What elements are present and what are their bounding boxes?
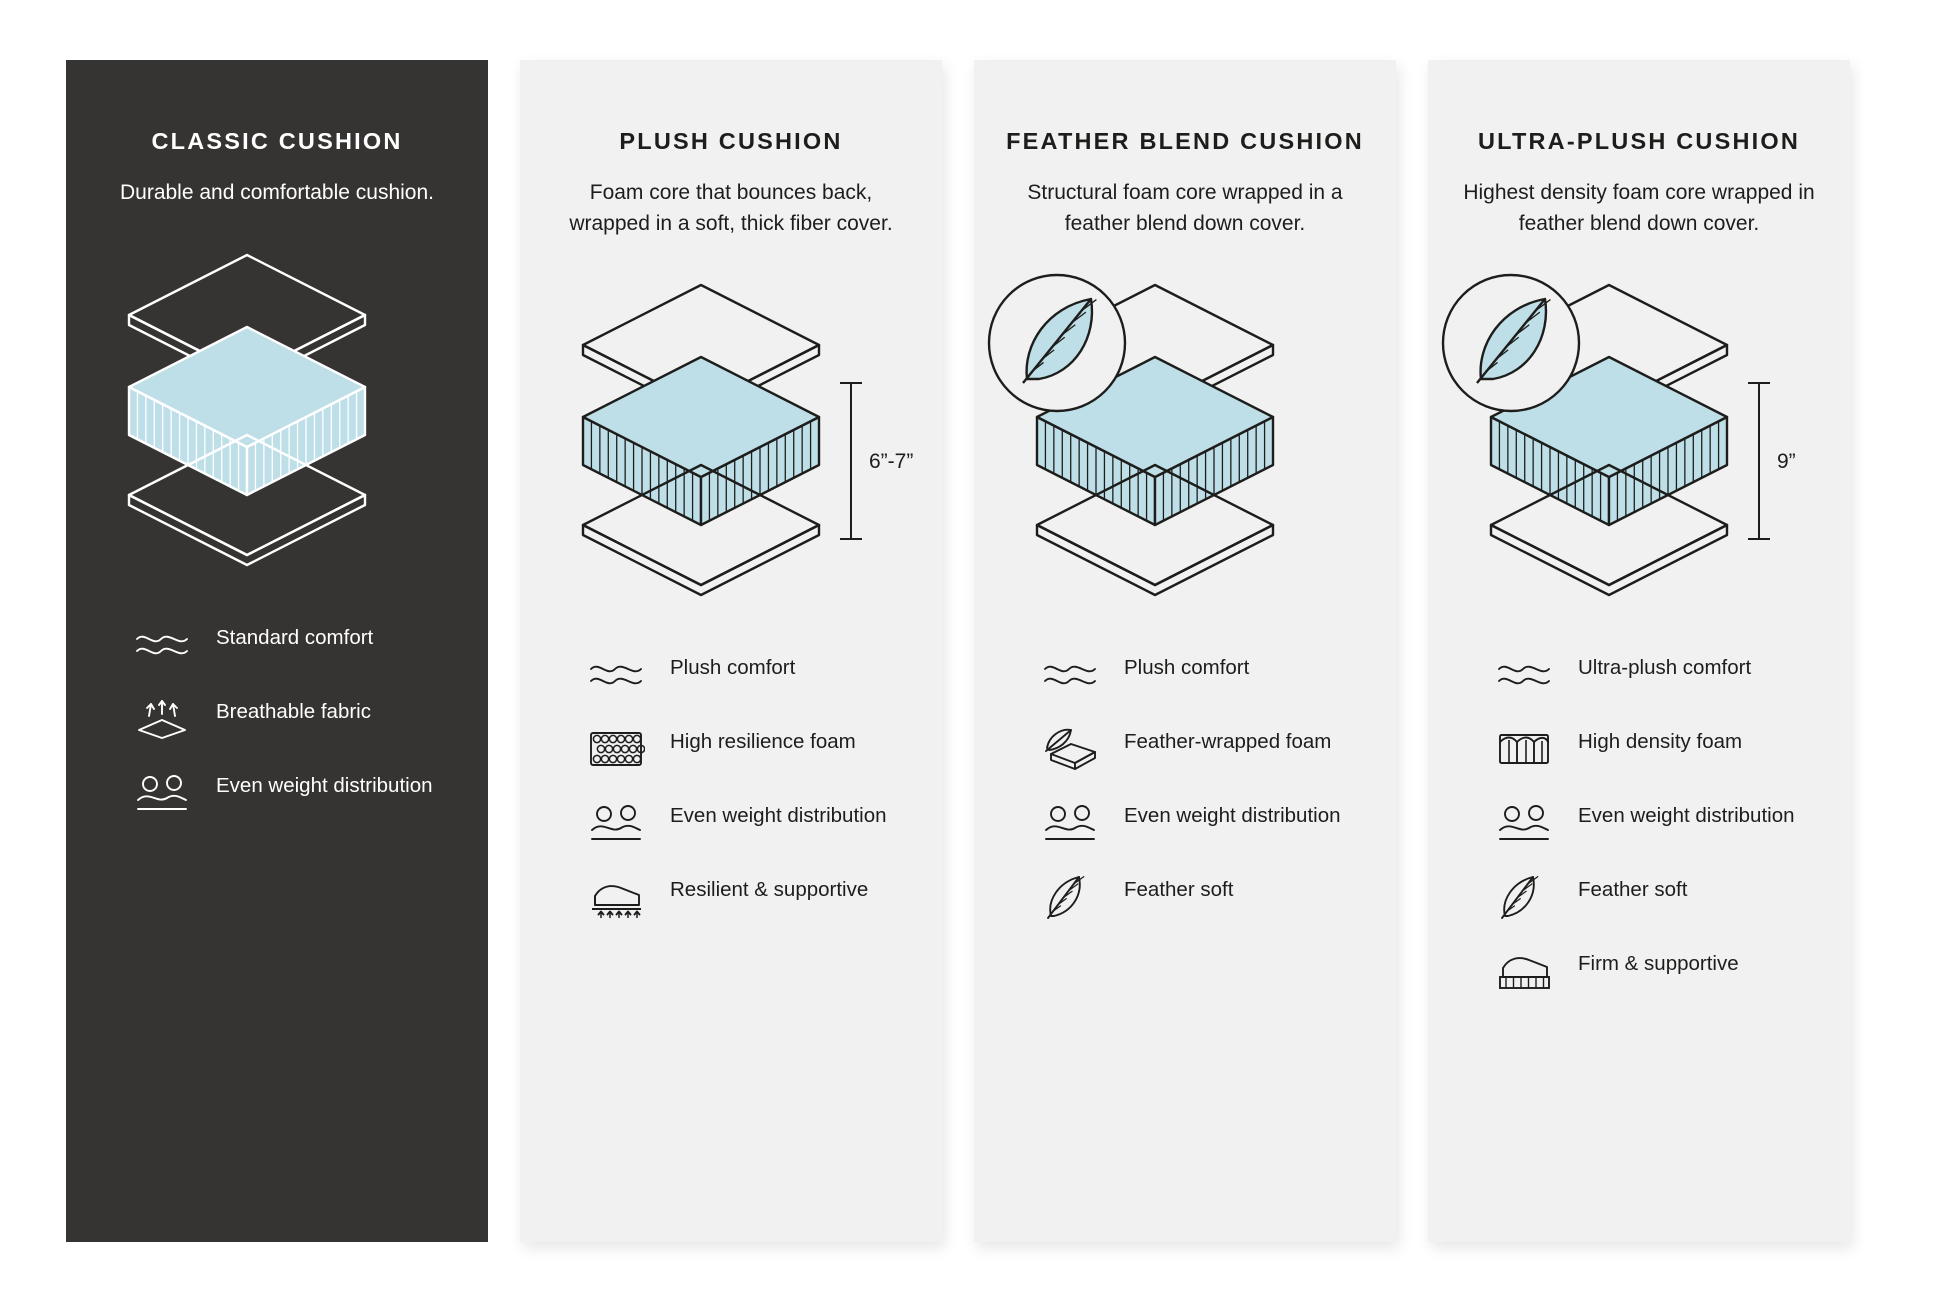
feature-item	[1038, 873, 1366, 921]
feature-label: Ultra-plush comfort	[1578, 655, 1752, 679]
feature-label: Even weight distribution	[1578, 803, 1795, 827]
cushion-card	[1428, 60, 1850, 1242]
high-density-foam-icon	[1495, 726, 1553, 772]
even-weight-distribution-icon	[1041, 800, 1099, 846]
feather-icon	[1041, 874, 1099, 920]
feature-label: High resilience foam	[670, 729, 856, 753]
feature-list	[550, 651, 912, 947]
feature-item	[1492, 873, 1820, 921]
feature-label: Feather soft	[1124, 877, 1234, 901]
feature-label: Plush comfort	[670, 655, 796, 679]
wave-lines-icon	[1038, 651, 1102, 699]
feather-wrapped-foam-icon	[1041, 726, 1099, 772]
diagram-container	[96, 235, 458, 595]
diagram-container	[550, 265, 912, 625]
wave-lines-icon	[1492, 651, 1556, 699]
feature-item	[584, 873, 912, 921]
even-weight-distribution-icon	[133, 770, 191, 816]
foam-core-layer	[583, 357, 819, 525]
height-dimension	[840, 383, 913, 539]
card-description: Highest density foam core wrapped in feather blend down cover.	[1463, 181, 1815, 235]
feature-label: Even weight distribution	[670, 803, 887, 827]
card-description: Foam core that bounces back, wrapped in a soft, thick fiber cover.	[569, 181, 893, 235]
feature-label: Resilient & supportive	[670, 877, 869, 901]
cushion-exploded-diagram	[1005, 275, 1365, 615]
feature-item	[1492, 947, 1820, 995]
feature-label: Standard comfort	[216, 625, 374, 649]
feature-item	[130, 769, 458, 817]
resilient-support-icon	[584, 873, 648, 921]
honeycomb-foam-icon	[584, 725, 648, 773]
breathable-fabric-icon	[133, 696, 191, 742]
feather-icon	[1492, 873, 1556, 921]
cushion-card	[974, 60, 1396, 1242]
even-weight-distribution-icon	[587, 800, 645, 846]
feature-item	[1492, 725, 1820, 773]
card-description: Structural foam core wrapped in a feather blend down cover.	[1027, 181, 1343, 235]
feature-list	[1458, 651, 1820, 1021]
resilient-support-icon	[587, 874, 645, 920]
dimension-label: 6”-7”	[869, 449, 914, 473]
wave-lines-icon	[587, 652, 645, 698]
feature-label: Even weight distribution	[216, 773, 433, 797]
wave-lines-icon	[1495, 652, 1553, 698]
feature-label: Feather soft	[1578, 877, 1688, 901]
cushion-exploded-diagram	[97, 245, 457, 585]
honeycomb-foam-icon	[587, 726, 645, 772]
feature-item	[1492, 651, 1820, 699]
feature-label: Breathable fabric	[216, 699, 371, 723]
wave-lines-icon	[130, 621, 194, 669]
even-weight-distribution-icon	[584, 799, 648, 847]
feature-label: Even weight distribution	[1124, 803, 1341, 827]
cushion-exploded-diagram	[1459, 275, 1819, 615]
even-weight-distribution-icon	[1038, 799, 1102, 847]
wave-lines-icon	[1041, 652, 1099, 698]
even-weight-distribution-icon	[1495, 800, 1553, 846]
firm-support-icon	[1492, 947, 1556, 995]
diagram-container	[1004, 265, 1366, 625]
feature-item	[584, 725, 912, 773]
feature-label: Firm & supportive	[1578, 951, 1739, 975]
feature-item	[130, 621, 458, 669]
diagram-container	[1458, 265, 1820, 625]
feature-label: Plush comfort	[1124, 655, 1250, 679]
feather-icon	[1038, 873, 1102, 921]
foam-core-layer	[129, 327, 365, 495]
feature-item	[1038, 799, 1366, 847]
even-weight-distribution-icon	[1492, 799, 1556, 847]
cushion-exploded-diagram	[551, 275, 914, 615]
feature-label: Feather-wrapped foam	[1124, 729, 1332, 753]
card-title: PLUSH CUSHION	[619, 128, 843, 154]
card-title: FEATHER BLEND CUSHION	[1006, 128, 1364, 154]
high-density-foam-icon	[1492, 725, 1556, 773]
feather-wrapped-foam-icon	[1038, 725, 1102, 773]
firm-support-icon	[1495, 948, 1553, 994]
feature-label: High density foam	[1578, 729, 1743, 753]
feature-item	[1038, 651, 1366, 699]
feature-item	[1492, 799, 1820, 847]
feather-icon	[1495, 874, 1553, 920]
breathable-fabric-icon	[130, 695, 194, 743]
feature-item	[584, 651, 912, 699]
height-dimension	[1748, 383, 1796, 539]
card-description: Durable and comfortable cushion.	[119, 181, 434, 205]
feature-item	[1038, 725, 1366, 773]
feature-item	[130, 695, 458, 743]
card-title: CLASSIC CUSHION	[151, 128, 403, 154]
feather-badge	[989, 275, 1125, 411]
feature-list	[96, 621, 458, 843]
cushion-card	[520, 60, 942, 1242]
cushion-card	[66, 60, 488, 1242]
feather-badge	[1443, 275, 1579, 411]
feature-item	[584, 799, 912, 847]
feature-list	[1004, 651, 1366, 947]
wave-lines-icon	[133, 622, 191, 668]
card-title: ULTRA-PLUSH CUSHION	[1477, 128, 1801, 154]
dimension-label: 9”	[1777, 449, 1796, 473]
wave-lines-icon	[584, 651, 648, 699]
even-weight-distribution-icon	[130, 769, 194, 817]
